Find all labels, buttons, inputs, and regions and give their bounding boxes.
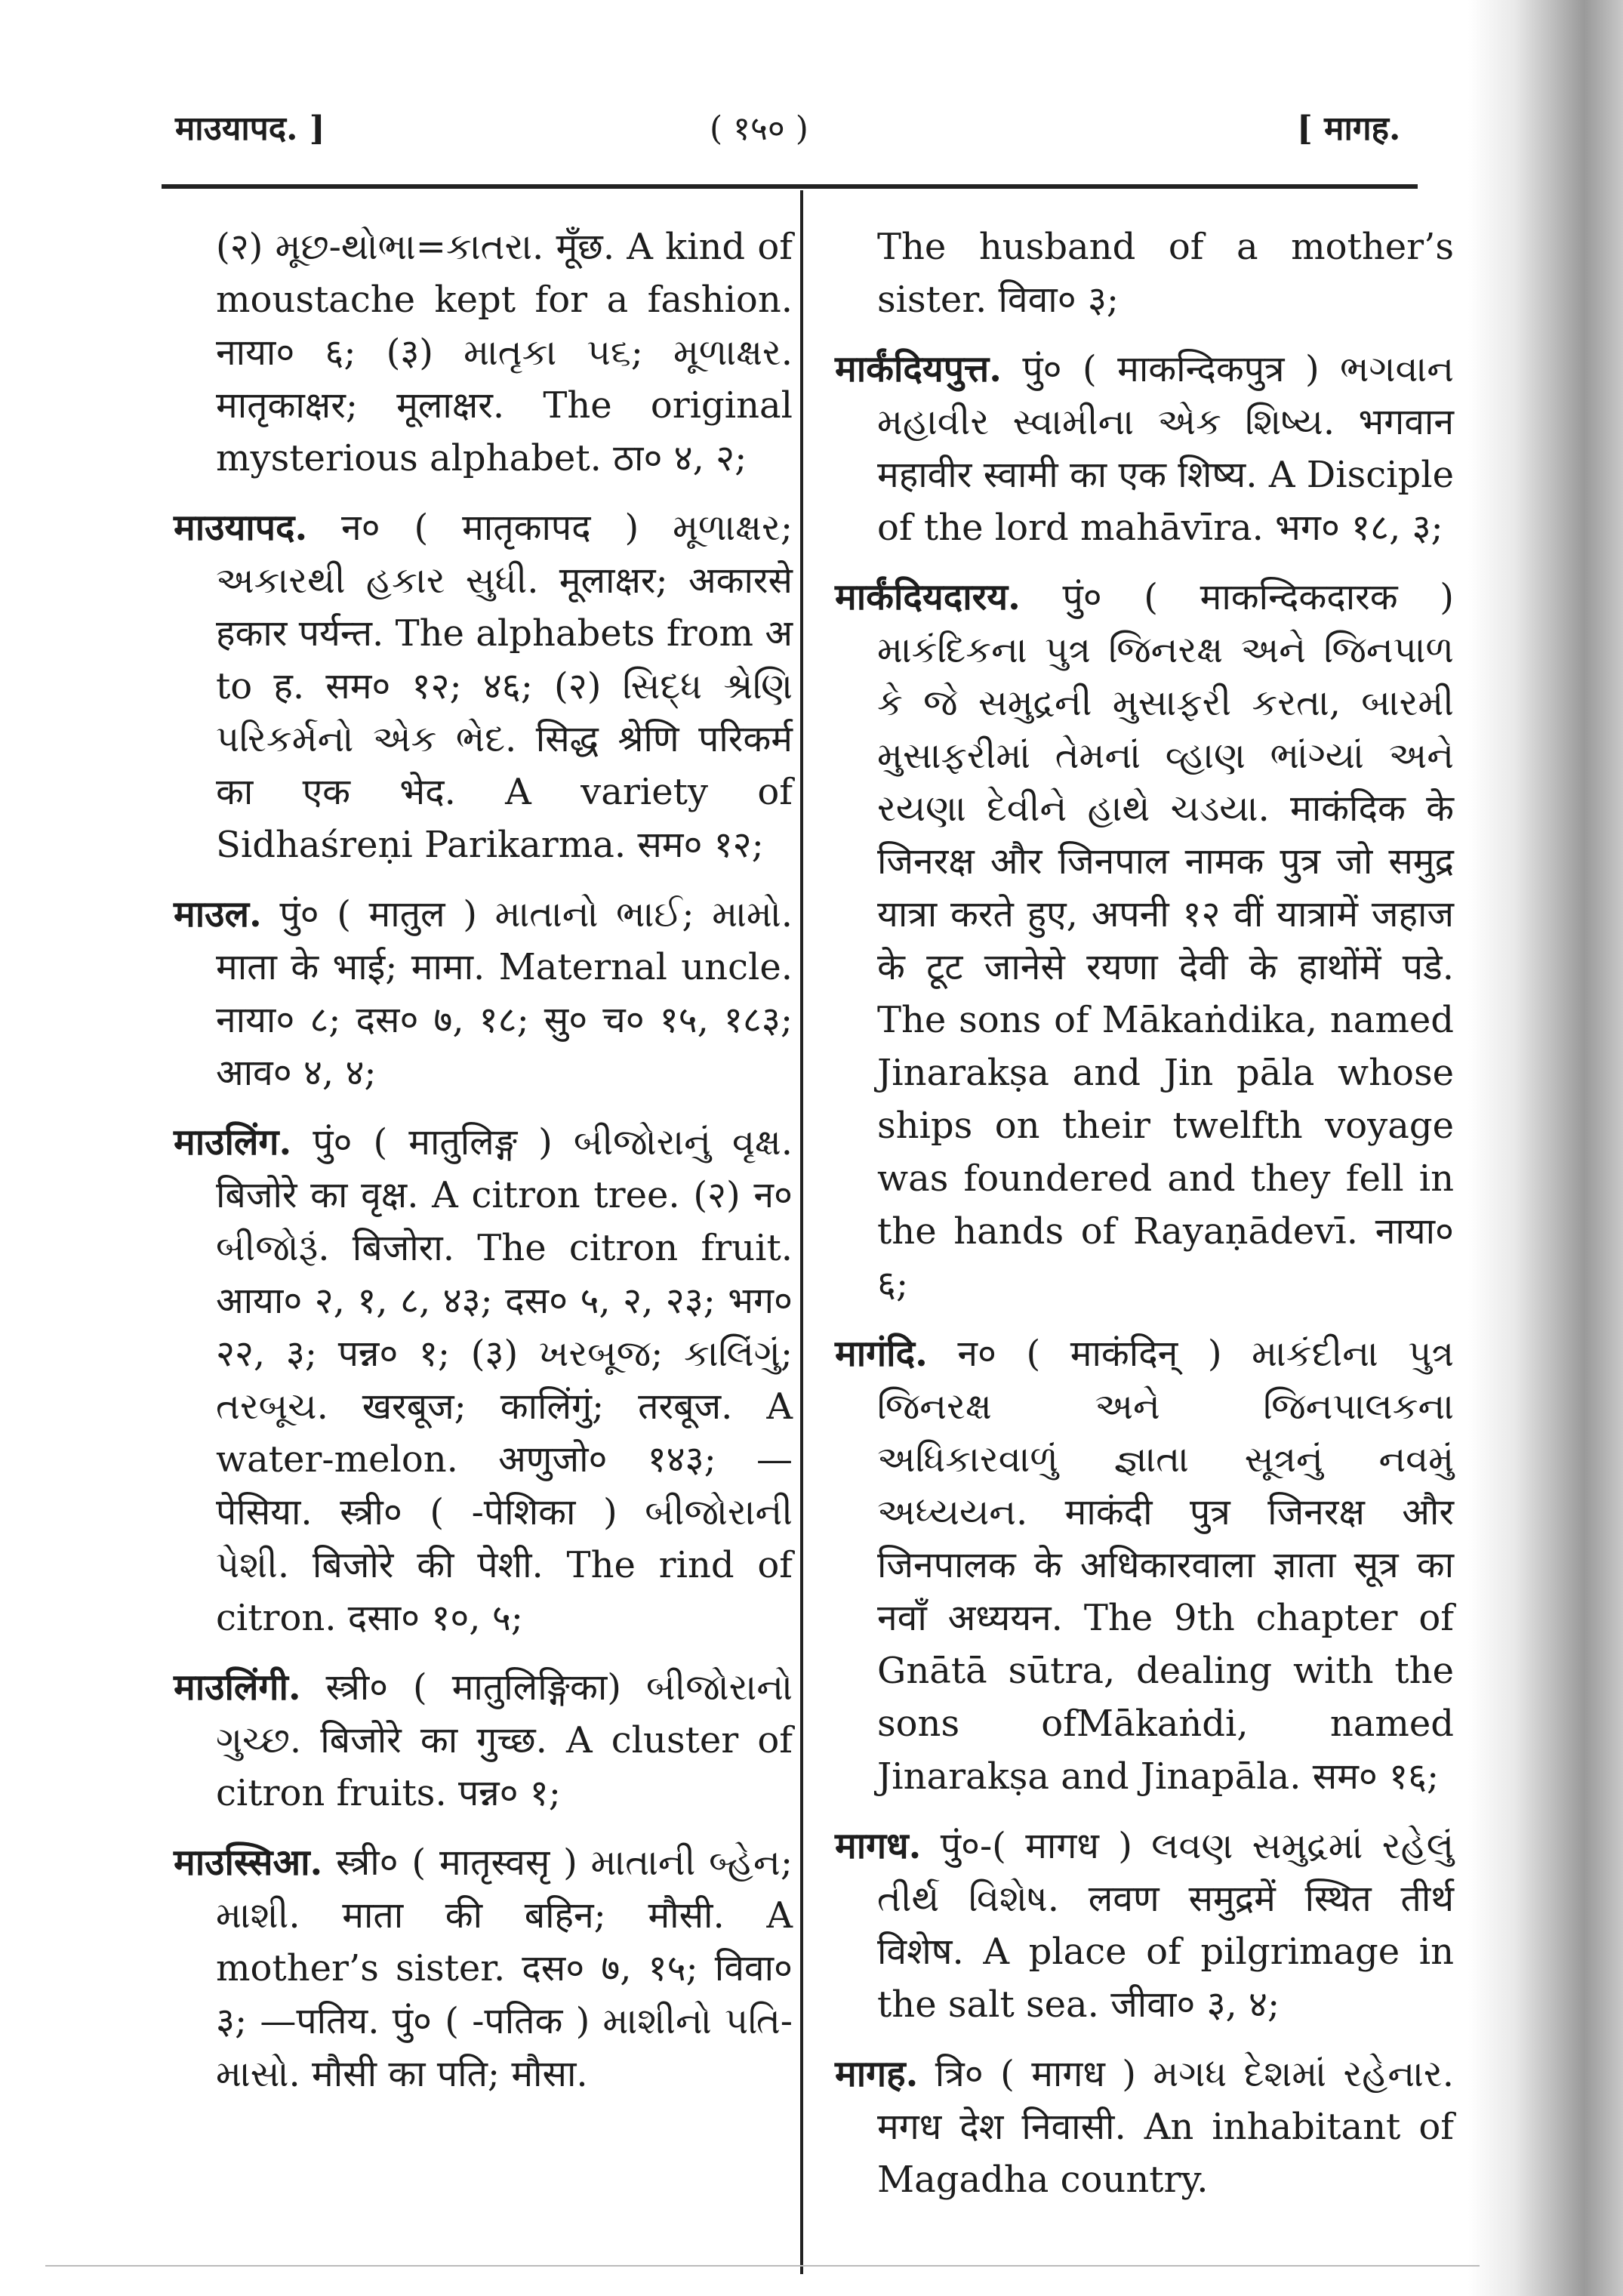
entry-headword: माउलिंगी. xyxy=(174,1666,301,1709)
entry-text: स्त्री० ( मातुलिङ्गिका) બીજોરાનો ગુચ્છ. बिजोरे का गुच्छ. A cluster of citron fruits. पन्न० १; xyxy=(216,1666,793,1814)
entry-text: पुं०-( मागध ) લવણ સમુદ્રમાં રહેલું તીર્થ વિશેષ. लवण समुद्रमें स्थित तीर्थ विशेष. A place of pilgrimage in the salt sea. जीवा० ३, ४; xyxy=(877,1825,1454,2026)
bottom-scan-line xyxy=(45,2265,1480,2267)
page-header xyxy=(0,97,1623,165)
entry-text: पुं० ( मातुलिङ्ग ) બીજોરાનું વૃક્ષ. बिजोरे का वृक्ष. A citron tree. (२) न० બીજોરૂં. बिजोरा. The citron fruit. आया० २, १, ८, ४३; दस० ५, २, २३; भग० २२, ३; पन्न० १; (३) ખરબૂજ; કાલિંગું; તરબૂચ. खरबूज; कालिंगुं; तरबूज. A water-melon. अणुजो० १४३; —पेसिया. स्त्री० ( -पेशिका ) બીજોરાની પેશી. बिजोरे की पेशी. The rind of citron. दसा० १०, ५; xyxy=(216,1121,793,1639)
entry-headword: मार्कंदियपुत्त. xyxy=(835,348,1002,390)
entry-text: (२) મૂછ-થોભા=કાતરા. मूँछ. A kind of moustache kept for a fashion. नाया० ६; (३) માતૃકા ૫૬; મૂળાક્ષર. मातृकाक्षर; मूलाक्षर. The original mysterious alphabet. ठा० ४, २; xyxy=(216,226,793,479)
dictionary-entry xyxy=(174,1116,793,1644)
dictionary-entry xyxy=(174,220,793,485)
entry-text: न० ( माकंदिन् ) માકંદીના પુત્ર જિનરક્ષ અને જિનપાલકના અધિકારવાળું જ્ઞાતા સૂત્રનું નવમું અધ્યયન. माकंदी पुत्र जिनरक्ष और जिनपालक के अधिकारवाला ज्ञाता सूत्र का नवाँ अध्ययन. The 9th chapter of Gnātā sūtra, dealing with the sons ofMākaṅdi, named Jinarakṣa and Jinapāla. सम० १६; xyxy=(877,1333,1454,1798)
entry-headword: मागह. xyxy=(835,2053,919,2095)
dictionary-entry xyxy=(174,501,793,871)
entry-headword: मार्कंदियदारय. xyxy=(835,576,1021,618)
header-right-guide-word: [ मागह. xyxy=(1297,109,1401,148)
dictionary-entry xyxy=(174,888,793,1099)
page-number: ( १५० ) xyxy=(710,109,808,148)
entry-text: स्त्री० ( मातृस्वसृ ) માતાની બ્હેન; માશી. माता की बहिन; मौसी. A mother’s sister. दस० ७, १५; विवा० ३; —पतिय. पुं० ( -पतिक ) માશીનો પતિ-માસો. मौसी का पति; मौसा. xyxy=(216,1841,793,2095)
header-left-guide-word: माउयापद. ] xyxy=(175,109,325,148)
dictionary-entry xyxy=(835,220,1454,326)
entry-headword: माउयापद. xyxy=(174,507,308,549)
entry-headword: माउल. xyxy=(174,893,262,935)
entry-headword: मागध. xyxy=(835,1825,922,1867)
entry-text: पुं० ( मातुल ) માતાનો ભાઈ; મામો. माता के भाई; मामा. Maternal uncle. नाया० ८; दस० ७, १८; सु० च० १५, १८३; आव० ४, ४; xyxy=(216,893,793,1094)
dictionary-entry xyxy=(835,1327,1454,1803)
scanned-page-edge xyxy=(1468,0,1623,2296)
entry-text: पुं० ( माकन्दिकदारक ) માકંદિકના પુત્ર જિનરક્ષ અને જિનપાળ કે જે સમુદ્રની મુસાફરી કરતા, બારમી મુસાફરીમાં તેમનાં વ્હાણ ભાંગ્યાં અને રયણા દેવીને હાથે ચડયા. माकंदिक के जिनरक्ष और जिनपाल नामक पुत्र जो समुद्र यात्रा करते हुए, अपनी १२ वीं यात्रामें जहाज के टूट जानेसे रयणा देवी के हाथोंमें पडे. The sons of Mākaṅdika, named Jinarakṣa and Jin pāla whose ships on their twelfth voyage was foundered and they fell in the hands of Rayaṇādevī. नाया० ६; xyxy=(877,576,1454,1305)
column-divider xyxy=(800,190,803,2274)
entry-text: पुं० ( माकन्दिकपुत्र ) ભગવાન મહાવીર સ્વામીના એક શિષ્ય. भगवान महावीर स्वामी का एक शिष्य. A Disciple of the lord mahāvīra. भग० १८, ३; xyxy=(877,348,1454,549)
entry-text: न० ( मातृकापद ) મૂળાક્ષર; અકારથી હકાર સુધી. मूलाक्षर; अकारसे हकार पर्यन्त. The alphabets from अ to ह. सम० १२; ४६; (२) સિદ્ધ શ્રેણિ પરિકર્મનો એક ભેદ. सिद्ध श्रेणि परिकर्म का एक भेद. A variety of Sidhaśreṇi Parikarma. सम० १२; xyxy=(216,507,793,866)
dictionary-entry xyxy=(835,2048,1454,2206)
entry-headword: माउलिंग. xyxy=(174,1121,292,1163)
entry-headword: माउस्सिआ. xyxy=(174,1841,323,1884)
dictionary-entry xyxy=(174,1661,793,1820)
header-rule xyxy=(162,184,1418,189)
dictionary-entry xyxy=(835,1820,1454,2031)
entry-headword: मागंदि. xyxy=(835,1333,928,1375)
dictionary-entry xyxy=(835,571,1454,1311)
left-column xyxy=(174,220,793,2117)
right-column xyxy=(835,220,1454,2223)
entry-text: त्रि० ( मागध ) મગધ દેશમાં રહેનાર. मगध देश निवासी. An inhabitant of Magadha country. xyxy=(877,2053,1455,2201)
entry-text: The husband of a mother’s sister. विवा० ३; xyxy=(877,226,1454,321)
dictionary-entry xyxy=(174,1836,793,2100)
dictionary-entry xyxy=(835,343,1454,554)
